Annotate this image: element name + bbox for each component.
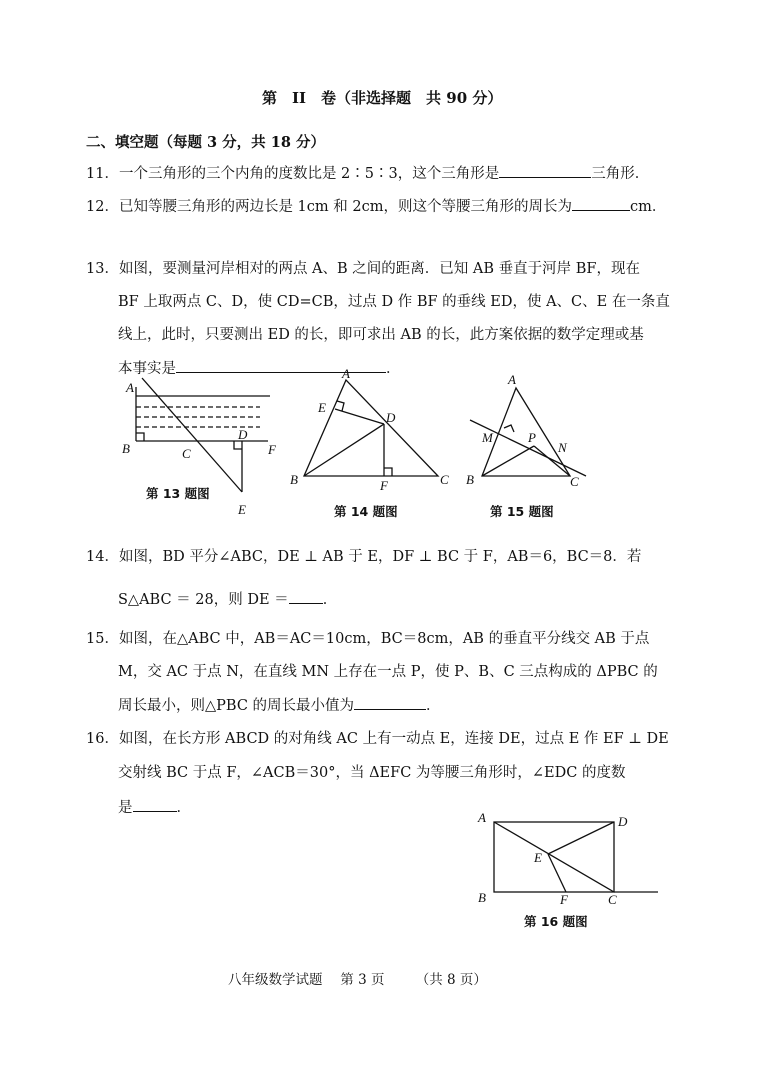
figure-14 bbox=[288, 368, 458, 523]
figure-13 bbox=[120, 372, 290, 522]
fig13-label-E: E bbox=[238, 502, 246, 517]
question-11-suffix: 三角形． bbox=[591, 166, 650, 182]
fig16-label-E: E bbox=[534, 850, 542, 865]
fig13-label-B: B bbox=[122, 441, 130, 456]
fig13-label-A: A bbox=[126, 380, 134, 395]
fig16-label-B: B bbox=[478, 890, 486, 905]
question-11-text: 11．一个三角形的三个内角的度数比是 2∶5∶3，这个三角形是 bbox=[86, 166, 500, 182]
fig15-label-C: C bbox=[570, 474, 579, 489]
fig15-label-N: N bbox=[558, 440, 567, 455]
answer-blank-11[interactable] bbox=[499, 163, 591, 178]
question-16-text: 是 bbox=[118, 800, 133, 816]
figure-14-lines bbox=[304, 380, 438, 476]
question-16-line-3 bbox=[118, 797, 191, 818]
question-14-line-2 bbox=[118, 589, 337, 610]
question-16-suffix: ． bbox=[176, 800, 191, 816]
fig14-caption: 第 14 题图 bbox=[334, 504, 398, 519]
answer-blank-14[interactable] bbox=[289, 589, 323, 604]
question-13-line-1: 13．如图，要测量河岸相对的两点 A、B 之间的距离．已知 AB 垂直于河岸 BF，现在 bbox=[86, 261, 640, 277]
fig14-label-A: A bbox=[342, 366, 350, 381]
fig16-caption: 第 16 题图 bbox=[524, 914, 588, 929]
question-13-suffix: ． bbox=[386, 361, 401, 377]
fig15-label-A: A bbox=[508, 372, 516, 387]
question-13-line-3: 线上，此时，只要测出 ED 的长，即可求出 AB 的长，此方案依据的数学定理或基 bbox=[118, 327, 644, 343]
fig15-caption: 第 15 题图 bbox=[490, 504, 554, 519]
figure-16 bbox=[474, 808, 674, 938]
question-15-line-3 bbox=[118, 695, 441, 716]
page-title: 第 II 卷（非选择题 共 90 分） bbox=[262, 89, 503, 107]
figure-16-lines bbox=[494, 822, 658, 892]
fig15-label-P: P bbox=[528, 430, 536, 445]
question-13-text: 本事实是 bbox=[118, 361, 176, 377]
fig14-label-B: B bbox=[290, 472, 298, 487]
fig16-label-D: D bbox=[618, 814, 628, 829]
question-16-line-1: 16．如图，在长方形 ABCD 的对角线 AC 上有一动点 E，连接 DE，过点 E 作 EF ⊥ DE bbox=[86, 731, 669, 747]
question-12-text: 12．已知等腰三角形的两边长是 1cm 和 2cm，则这个等腰三角形的周长为 bbox=[86, 199, 572, 215]
section-heading: 二、填空题（每题 3 分，共 18 分） bbox=[86, 134, 325, 151]
answer-blank-16[interactable] bbox=[133, 797, 177, 812]
fig14-label-D: D bbox=[386, 410, 396, 425]
question-12-suffix: cm． bbox=[629, 199, 667, 215]
question-14-line-1: 14．如图，BD 平分∠ABC，DE ⊥ AB 于 E，DF ⊥ BC 于 F，AB＝6，BC＝8．若 bbox=[86, 549, 642, 565]
question-15-line-2: M，交 AC 于点 N，在直线 MN 上存在一点 P，使 P、B、C 三点构成的 ΔPBC 的 bbox=[118, 664, 658, 680]
fig16-label-F: F bbox=[560, 892, 568, 907]
fig14-label-E: E bbox=[318, 400, 326, 415]
page-footer: 八年级数学试题 第 3 页 （共 8 页） bbox=[228, 972, 487, 988]
question-15-line-1: 15．如图，在△ABC 中，AB＝AC＝10cm，BC＝8cm，AB 的垂直平分线交 AB 于点 bbox=[86, 631, 650, 647]
answer-blank-12[interactable] bbox=[572, 196, 630, 211]
fig15-label-M: M bbox=[482, 430, 493, 445]
question-14-text: S△ABC ＝ 28，则 DE ＝ bbox=[118, 592, 289, 608]
fig16-label-C: C bbox=[608, 892, 617, 907]
answer-blank-15[interactable] bbox=[354, 695, 426, 710]
fig14-label-F: F bbox=[380, 478, 388, 493]
fig13-label-D: D bbox=[238, 427, 248, 442]
question-13-line-2: BF 上取两点 C、D，使 CD=CB，过点 D 作 BF 的垂线 ED，使 A、C、E 在一条直 bbox=[118, 294, 670, 310]
fig13-label-C: C bbox=[182, 446, 191, 461]
question-15-text: 周长最小，则△PBC 的周长最小值为 bbox=[118, 698, 355, 714]
fig13-label-F: F bbox=[268, 442, 276, 457]
figure-15 bbox=[462, 368, 612, 523]
question-16-line-2: 交射线 BC 于点 F，∠ACB＝30°，当 ΔEFC 为等腰三角形时，∠EDC 的度数 bbox=[118, 765, 626, 781]
question-14-suffix: ． bbox=[322, 592, 338, 608]
question-11 bbox=[86, 163, 649, 184]
fig13-caption: 第 13 题图 bbox=[146, 486, 210, 501]
fig16-label-A: A bbox=[478, 810, 486, 825]
fig15-label-B: B bbox=[466, 472, 474, 487]
question-12 bbox=[86, 196, 666, 217]
question-15-suffix: ． bbox=[426, 698, 441, 714]
figure-13-lines bbox=[136, 378, 270, 492]
fig14-label-C: C bbox=[440, 472, 449, 487]
